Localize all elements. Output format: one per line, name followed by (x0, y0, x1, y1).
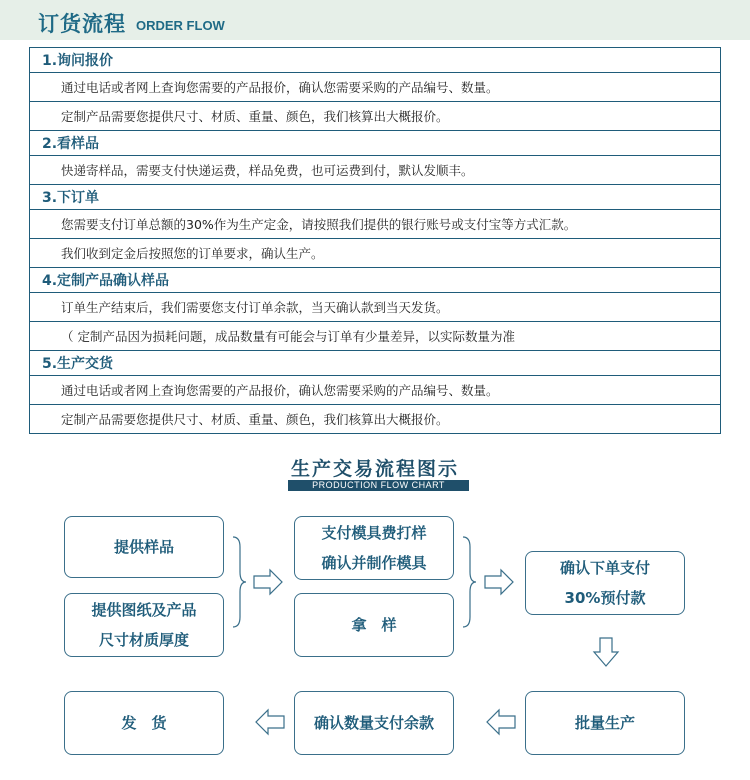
box-label: 支付模具费打样 (321, 524, 427, 542)
box-label: 确认并制作模具 (321, 554, 427, 572)
step-line: 我们收到定金后按照您的订单要求，确认生产。 (30, 239, 720, 268)
box-pay-mold (294, 516, 454, 580)
box-confirm-pay-balance (294, 691, 454, 755)
step-heading: 1.询问报价 (30, 48, 720, 73)
arrow-down-icon (594, 638, 618, 666)
box-label: 提供样品 (113, 538, 174, 556)
step-line: （ 定制产品因为损耗问题，成品数量有可能会与订单有少量差异，以实际数量为准 (30, 322, 720, 351)
arrow-left-icon (487, 710, 515, 734)
box-label: 30%预付款 (564, 589, 646, 607)
step-line: 定制产品需要您提供尺寸、材质、重量、颜色，我们核算出大概报价。 (30, 405, 720, 434)
box-take-sample (294, 593, 454, 657)
arrow-left-icon (256, 710, 284, 734)
step-heading: 2.看样品 (30, 131, 720, 156)
step-heading: 5.生产交货 (30, 351, 720, 376)
page-subtitle: ORDER FLOW (136, 18, 225, 33)
step-heading: 4.定制产品确认样品 (30, 268, 720, 293)
step-line: 通过电话或者网上查询您需要的产品报价，确认您需要采购的产品编号、数量。 (30, 73, 720, 102)
box-confirm-order (525, 551, 685, 615)
box-label: 确认数量支付余款 (313, 714, 434, 732)
box-provide-drawing (64, 593, 224, 657)
box-label: 尺寸材质厚度 (98, 631, 189, 649)
flow-chart-subtitle: PRODUCTION FLOW CHART (288, 480, 469, 491)
arrow-right-icon (254, 570, 282, 594)
step-heading: 3.下订单 (30, 185, 720, 210)
box-mass-production (525, 691, 685, 755)
left-brace (233, 537, 246, 627)
box-provide-sample (64, 516, 224, 578)
middle-brace (463, 537, 476, 627)
page-title: 订货流程 (38, 12, 126, 36)
flow-chart-title: 生产交易流程图示 (290, 458, 459, 480)
step-line: 您需要支付订单总额的30%作为生产定金，请按照我们提供的银行账号或支付宝等方式汇款。 (30, 210, 720, 239)
step-line: 定制产品需要您提供尺寸、材质、重量、颜色，我们核算出大概报价。 (30, 102, 720, 131)
step-line: 通过电话或者网上查询您需要的产品报价，确认您需要采购的产品编号、数量。 (30, 376, 720, 405)
arrow-right-icon (485, 570, 513, 594)
box-label: 发 货 (121, 714, 167, 732)
step-line: 快递寄样品，需要支付快递运费，样品免费，也可运费到付，默认发顺丰。 (30, 156, 720, 185)
box-label: 批量生产 (574, 714, 635, 732)
box-ship (64, 691, 224, 755)
step-line: 订单生产结束后，我们需要您支付订单余款，当天确认款到当天发货。 (30, 293, 720, 322)
box-label: 拿 样 (351, 616, 397, 634)
box-label: 确认下单支付 (559, 559, 650, 577)
box-label: 提供图纸及产品 (91, 601, 197, 619)
